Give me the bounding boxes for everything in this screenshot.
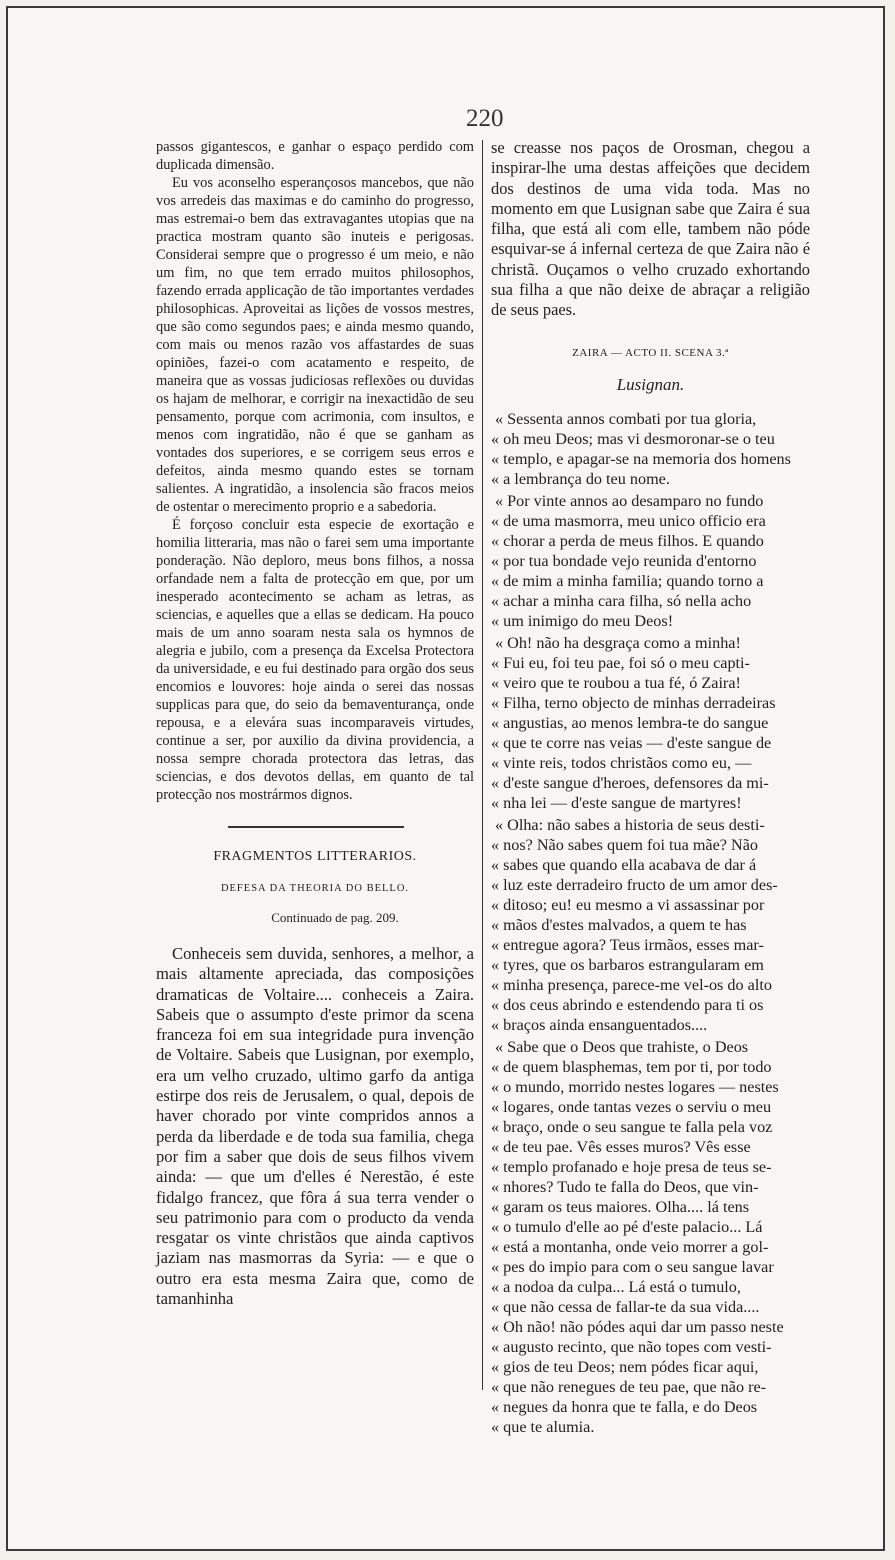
verse-line: « que não renegues de teu pae, que não re- (491, 1377, 767, 1396)
verse-line: « braço, onde o seu sangue te falla pela voz (491, 1117, 773, 1136)
section-subtitle: DEFESA DA THEORIA DO BELLO. (220, 883, 410, 894)
verse-line: « o mundo, morrido nestes logares — nestes (491, 1077, 779, 1096)
verse-line: « garam os teus maiores. Olha.... lá tens (491, 1197, 750, 1216)
verse-line: « entregue agora? Teus irmãos, esses mar- (491, 935, 764, 954)
verse-line: « sabes que quando ella acabava de dar á (491, 855, 757, 874)
paragraph: Eu vos aconselho esperançosos mancebos, que não vos arredeis das maximas e do caminho do progresso, mas estremai-o bem das extravagantes utopias que na practica mostram quanto são inuteis e perigosas. Considerai sempre que o progresso é um meio, e não um fim, no que tem errado muitos philosophos, fazendo errada applicação de tão importantes verdades philosophicas. Aproveitai as lições de vossos mestres, que são como segundos paes; e ainda mesmo quando, com mais ou menos razão vos affastardes de suas opiniões, fazei-o com acatamento e respeito, de maneira que as vossas judiciosas reflexões ou duvidas os hajam de melhorar, e corrigir na inexactidão de seu pensamento, porque com acrimonia, com insultos, e menos com ingratidão, não é que se ganham as vontades dos superiores, e se corrigem seus erros e defeitos, ainda mesmo quando estes se tornam salientes. A ingratidão, a insolencia são fracos meios de ostentar o merecimento proprio e a sabedoria. (156, 175, 474, 515)
verse-line: « a lembrança do teu nome. (491, 469, 670, 488)
verse-line: « oh meu Deos; mas vi desmoronar-se o teu (491, 429, 775, 448)
paragraph: passos gigantescos, e ganhar o espaço perdido com duplicada dimensão. (156, 139, 474, 173)
verse-line: « que te alumia. (491, 1417, 595, 1436)
verse-line: « Sabe que o Deos que trahiste, o Deos (495, 1037, 749, 1056)
verse-line: « de teu pae. Vês esses muros? Vês esse (491, 1137, 751, 1156)
verse-line: « o tumulo d'elle ao pé d'este palacio... Lá (491, 1217, 763, 1236)
verse-line: « augusto recinto, que não topes com vesti- (491, 1337, 772, 1356)
verse-line: « está a montanha, onde veio morrer a gol- (491, 1237, 769, 1256)
verse-line: « que não cessa de fallar-te da sua vida.... (491, 1297, 760, 1316)
verse-stanza (491, 491, 810, 631)
verse-stanza (491, 633, 810, 813)
section-divider (228, 826, 404, 828)
paragraph: se creasse nos paços de Orosman, chegou a inspirar-lhe uma destas affeições que decidem dos destinos de uma vida toda. Mas no momento em que Lusignan sabe que Zaira é sua filha, que está ali com elle, tambem não póde esquivar-se á infernal certeza de que Zaira não é christã. Ouçamos o velho cruzado exhortando sua filha a que não deixe de abraçar a religião de seus paes. (491, 138, 810, 320)
section-title: FRAGMENTOS LITTERARIOS. (213, 849, 417, 864)
speaker-name: Lusignan. (616, 374, 685, 394)
verse-line: « Filha, terno objecto de minhas derradeiras (491, 693, 776, 712)
verse-line: « vinte reis, todos christãos como eu, — (491, 753, 752, 772)
continued-note: Continuado de pag. 209. (271, 910, 399, 925)
verse-stanza (491, 409, 810, 489)
right-column (491, 138, 810, 1439)
verse-line: « nhores? Tudo te falla do Deos, que vin- (491, 1177, 759, 1196)
verse-stanza (491, 1037, 810, 1437)
verse-line: « Por vinte annos ao desamparo no fundo (495, 491, 764, 510)
verse-line: « braços ainda ensanguentados.... (491, 1015, 708, 1034)
verse-line: « logares, onde tantas vezes o serviu o meu (491, 1097, 772, 1116)
verse-line: « dos ceus abrindo e estendendo para ti os (491, 995, 764, 1014)
paragraph: Conheceis sem duvida, senhores, a melhor, a mais altamente apreciada, das composições dramaticas de Voltaire.... conheceis a Zaira. Sabeis que o assumpto d'este primor da scena franceza foi em sua integridade pura invenção de Voltaire. Sabeis que Lusignan, por exemplo, era um velho cruzado, ultimo garfo da antiga estirpe dos reis de Jerusalem, o qual, depois de haver chorado por vinte compridos annos a perda da liberdade e de toda sua familia, chega por fim a saber que dois de seus filhos vivem ainda: — que um d'elles é Nerestão, é este fidalgo francez, que fôra á sua terra vender o seu patrimonio para com o producto da venda resgatar os vinte christãos que ainda captivos jaziam nas masmorras da Syria: — e que o outro era esta mesma Zaira que, como de tamanhinha (156, 944, 474, 1309)
verse-line: « a nodoa da culpa... Lá está o tumulo, (491, 1277, 741, 1296)
verse-line: « chorar a perda de meus filhos. E quando (491, 531, 764, 550)
verse-line: « nos? Não sabes quem foi tua mãe? Não (491, 835, 759, 854)
verse-line: « um inimigo do meu Deos! (491, 611, 674, 630)
verse-line: « Fui eu, foi teu pae, foi só o meu capti- (491, 653, 750, 672)
verse-stanza (491, 815, 810, 1035)
verse-line: « achar a minha cara filha, só nella acho (491, 591, 752, 610)
verse-line: « de uma masmorra, meu unico officio era (491, 511, 766, 530)
verse-line: « de mim a minha familia; quando torno a (491, 571, 764, 590)
verse-line: « de quem blasphemas, tem por ti, por todo (491, 1057, 772, 1076)
verse-line: « Oh! não ha desgraça como a minha! (495, 633, 741, 652)
verse-line: « veiro que te roubou a tua fé, ó Zaira! (491, 673, 741, 692)
verse-line: « pes do impio para com o seu sangue lavar (491, 1257, 774, 1276)
verse-line: « d'este sangue d'heroes, defensores da mi- (491, 773, 769, 792)
verse-line: « minha presença, parece-me vel-os do alto (491, 975, 772, 994)
verse-line: « angustias, ao menos lembra-te do sangue (491, 713, 769, 732)
scene-heading: ZAIRA — ACTO II. SCENA 3.ª (572, 346, 729, 359)
exhortation-text (156, 138, 474, 804)
verse-line: « gios de teu Deos; nem pódes ficar aqui, (491, 1357, 759, 1376)
verse-line: « templo, e apagar-se na memoria dos homens (491, 449, 791, 468)
verse-line: « mãos d'estes malvados, a quem te has (491, 915, 747, 934)
verse-line: « luz este derradeiro fructo de um amor des- (491, 875, 778, 894)
paragraph: É forçoso concluir esta especie de exortação e homilia litteraria, mas não o farei sem uma importante ponderação. Não deploro, meus bons filhos, a nossa orfandade nem a falta de protecção em que, por um inesperado acontecimento se acham as letras, as sciencias, e aquelles que a ellas se dedicam. Ha pouco mais de um anno soaram nesta sala os hymnos de alegria e jubilo, com a presença da Excelsa Protectora da universidade, e eu fui destinado para orgão dos seus encomios e louvores: hoje ainda o serei das nossas supplicas para que, do seio da bemaventurança, onde repousa, e a elevára suas incomparaveis virtudes, continue a ser, por auxilio da divina providencia, a nossa sempre chorada protectora das letras, das sciencias, e dos devotos dellas, em quanto de tal protecção nos mostrármos dignos. (156, 517, 474, 803)
verse-line: « templo profanado e hoje presa de teus se- (491, 1157, 772, 1176)
verse-line: « que te corre nas veias — d'este sangue de (491, 733, 772, 752)
page-number: 220 (466, 105, 504, 132)
left-column (156, 138, 474, 1309)
column-divider (482, 140, 483, 1390)
verse-line: « ditoso; eu! eu mesmo a vi assassinar por (491, 895, 765, 914)
verse-line: « tyres, que os barbaros estrangularam em (491, 955, 764, 974)
verse-line: « Sessenta annos combati por tua gloria, (495, 409, 757, 428)
verse-line: « Olha: não sabes a historia de seus desti- (495, 815, 765, 834)
verse-line: « negues da honra que te falla, e do Deos (491, 1397, 758, 1416)
verse-block (491, 409, 810, 1437)
article-text (156, 944, 474, 1309)
verse-line: « nha lei — d'este sangue de martyres! (491, 793, 742, 812)
verse-line: « Oh não! não pódes aqui dar um passo neste (491, 1317, 784, 1336)
verse-line: « por tua bondade vejo reunida d'entorno (491, 551, 757, 570)
